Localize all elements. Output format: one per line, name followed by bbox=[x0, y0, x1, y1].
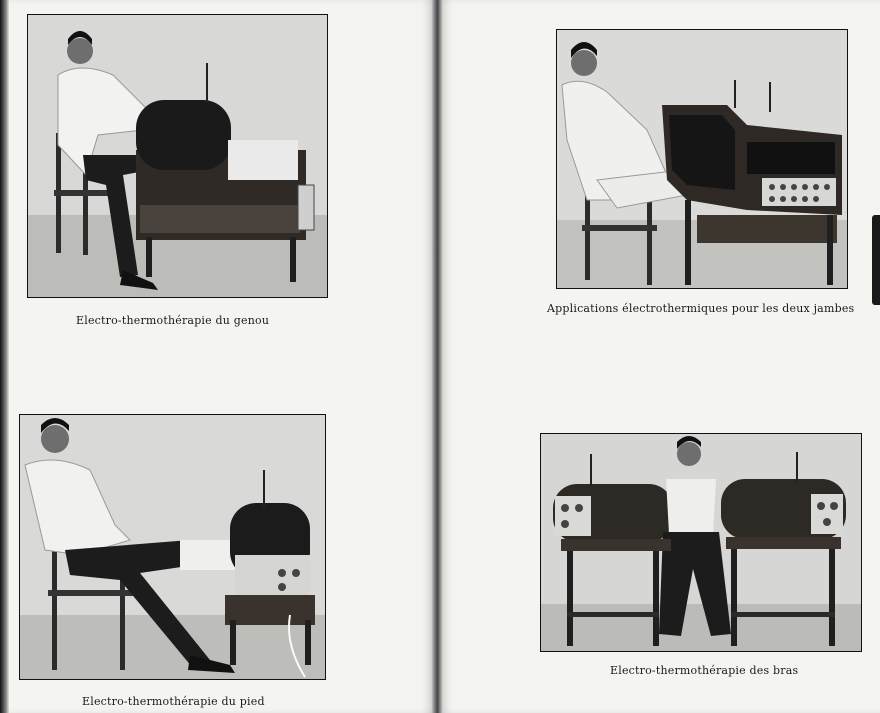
plate-caption-arms: Electro-thermothérapie des bras bbox=[610, 664, 799, 677]
legs-therapy-illustration bbox=[557, 30, 847, 288]
plate-photo-legs bbox=[556, 29, 848, 289]
plate-photo-foot bbox=[19, 414, 326, 680]
arms-therapy-illustration bbox=[541, 434, 861, 651]
plate-caption-knee: Electro-thermothérapie du genou bbox=[76, 314, 270, 327]
plate-caption-foot: Electro-thermothérapie du pied bbox=[82, 695, 265, 708]
knee-therapy-illustration bbox=[28, 15, 327, 297]
plate-caption-legs: Applications électrothermiques pour les deux jambes bbox=[547, 302, 855, 315]
left-page-edge bbox=[0, 0, 9, 713]
plate-photo-knee bbox=[27, 14, 328, 298]
book-gutter bbox=[432, 0, 442, 713]
foot-therapy-illustration bbox=[20, 415, 325, 679]
right-page-edge-tab bbox=[872, 215, 880, 305]
plate-photo-arms bbox=[540, 433, 862, 652]
